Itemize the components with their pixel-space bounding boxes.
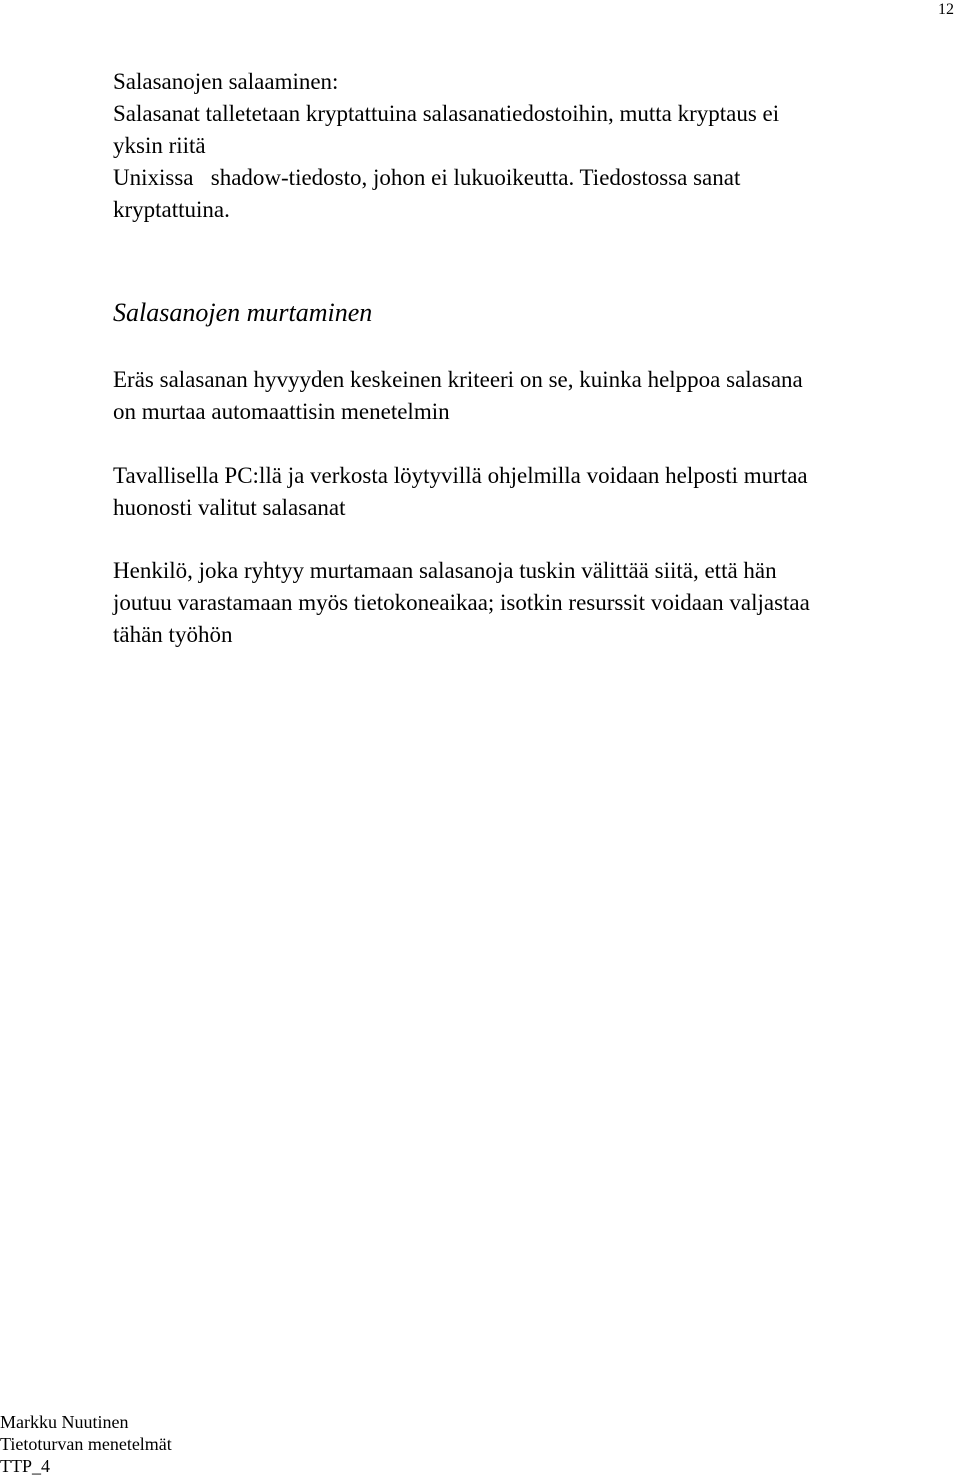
section-heading: Salasanojen murtaminen xyxy=(113,298,373,327)
paragraph xyxy=(113,555,953,651)
page-number: 12 xyxy=(938,1,954,18)
intro-line: Salasanojen salaaminen: xyxy=(113,69,339,94)
paragraph-line: Tavallisella PC:llä ja verkosta löytyvillä ohjelmilla voidaan helposti murtaa xyxy=(113,463,808,488)
intro-line: kryptattuina. xyxy=(113,197,230,222)
footer xyxy=(0,1411,172,1477)
intro-line: Unixissa shadow-tiedosto, johon ei lukuoikeutta. Tiedostossa sanat xyxy=(113,165,741,190)
paragraph-line: Eräs salasanan hyvyyden keskeinen kriteeri on se, kuinka helppoa salasana xyxy=(113,367,803,392)
intro-line: yksin riitä xyxy=(113,133,206,158)
footer-code: TTP_4 xyxy=(0,1456,51,1476)
paragraph xyxy=(113,364,953,428)
footer-course: Tietoturvan menetelmät xyxy=(0,1434,172,1454)
paragraph-line: joutuu varastamaan myös tietokoneaikaa; isotkin resurssit voidaan valjastaa xyxy=(113,590,810,615)
paragraph-line: Henkilö, joka ryhtyy murtamaan salasanoja tuskin välittää siitä, että hän xyxy=(113,558,777,583)
paragraph-line: tähän työhön xyxy=(113,622,233,647)
paragraph xyxy=(113,460,953,524)
paragraph-line: huonosti valitut salasanat xyxy=(113,495,346,520)
intro-block xyxy=(113,66,953,226)
footer-author: Markku Nuutinen xyxy=(0,1412,129,1432)
intro-line: Salasanat talletetaan kryptattuina salasanatiedostoihin, mutta kryptaus ei xyxy=(113,101,780,126)
paragraph-line: on murtaa automaattisin menetelmin xyxy=(113,399,450,424)
